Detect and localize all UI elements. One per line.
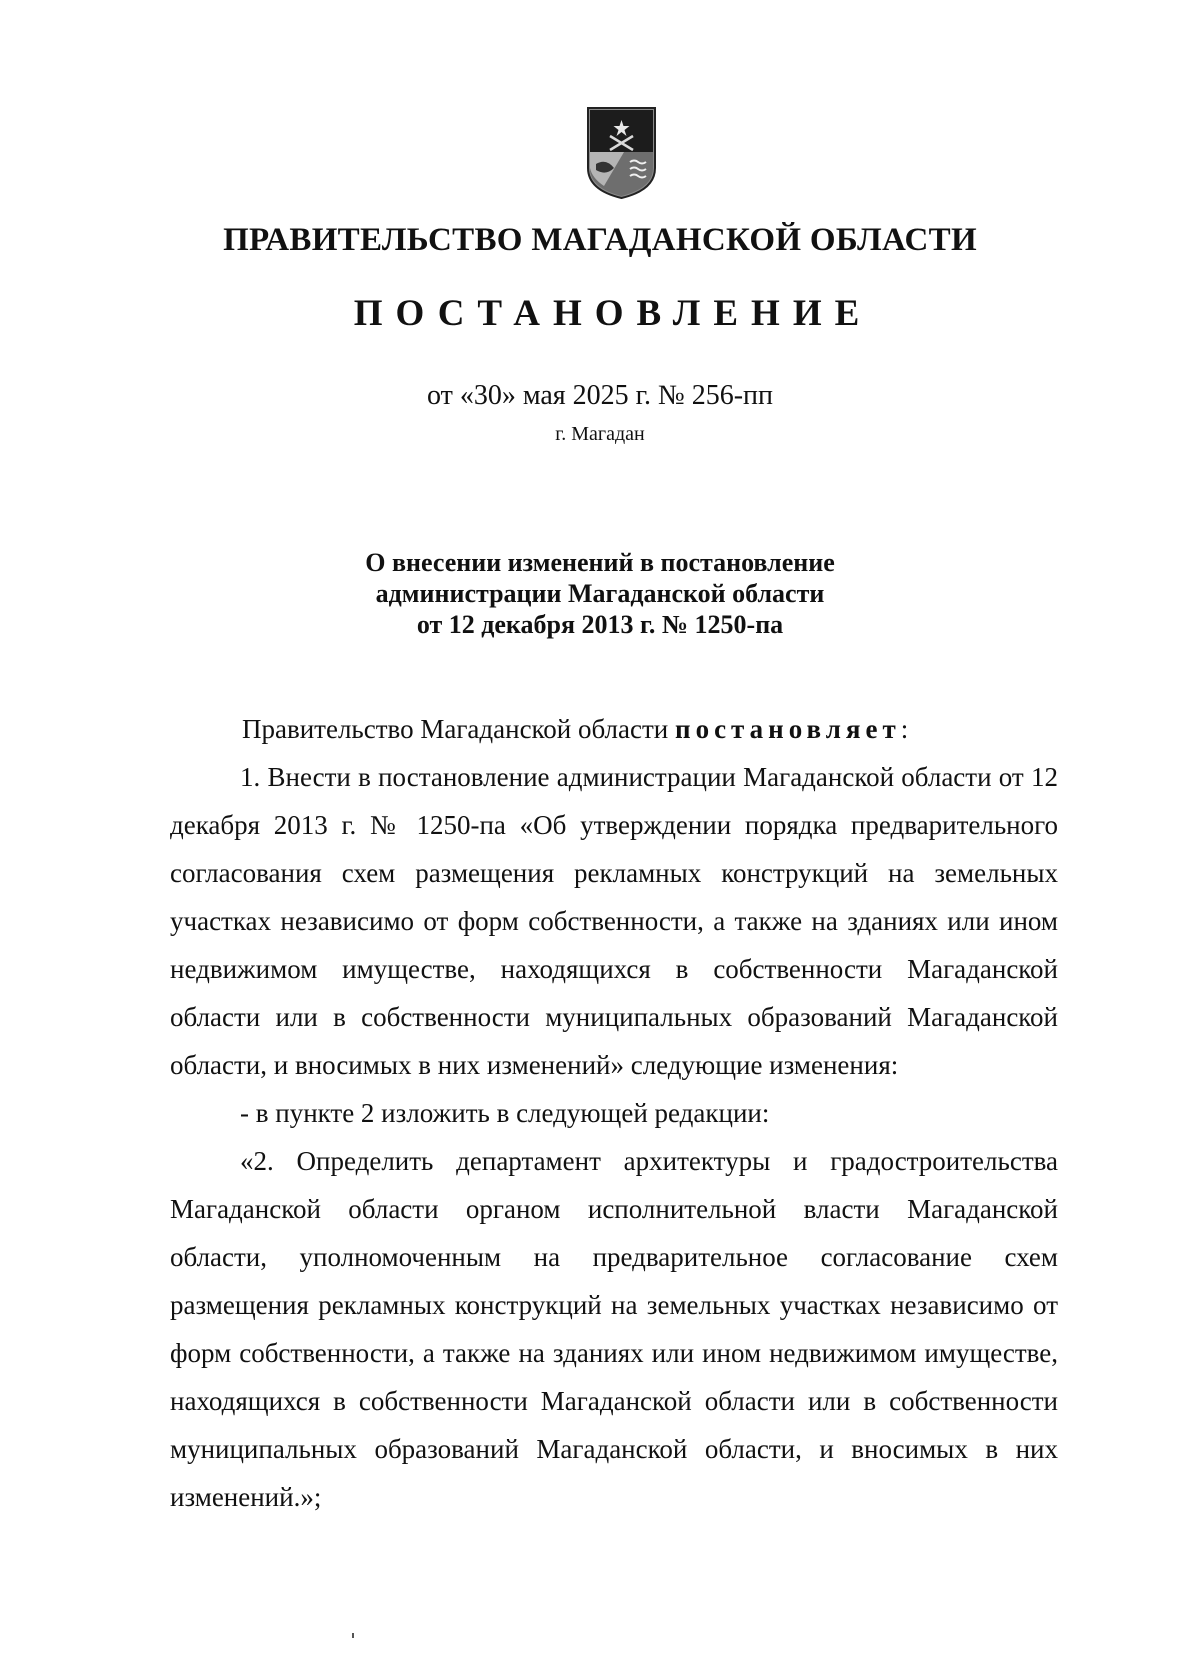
document-city: г. Магадан bbox=[555, 423, 645, 445]
body-paragraph: - в пункте 2 изложить в следующей редакции: bbox=[240, 1098, 770, 1128]
intro-paragraph bbox=[170, 705, 1058, 753]
subject-line: О внесении изменений в постановление bbox=[365, 548, 835, 577]
document-subject bbox=[0, 547, 1200, 640]
intro-verb: постановляет bbox=[675, 714, 901, 744]
subject-line: от 12 декабря 2013 г. № 1250-па bbox=[416, 610, 784, 639]
coat-of-arms-icon bbox=[584, 106, 659, 200]
subject-line: администрации Магаданской области bbox=[375, 579, 825, 608]
document-body bbox=[170, 705, 1058, 1521]
document-date-number: от «30» мая 2025 г. № 256-пп bbox=[426, 380, 774, 411]
intro-lead: Правительство Магаданской области bbox=[242, 714, 676, 744]
document-type-heading: ПОСТАНОВЛЕНИЕ bbox=[353, 293, 873, 334]
intro-tail: : bbox=[900, 714, 909, 744]
organization-title: ПРАВИТЕЛЬСТВО МАГАДАНСКОЙ ОБЛАСТИ bbox=[223, 222, 977, 258]
scan-artifact bbox=[352, 1633, 354, 1638]
body-paragraph: «2. Определить департамент архитектуры и градостроительства Магаданской области органом исполнительной власти Магаданской области, уполномоченным на предварительное согласование схем размещения рекламных конструкций на земельных участках независимо от форм собственности, а также на зданиях или ином недвижимом имуществе, находящихся в собственности Магаданской области или в собственности муниципальных образований Магаданской области, и вносимых в них изменений.»; bbox=[170, 1146, 1058, 1512]
body-paragraph: 1. Внести в постановление администрации Магаданской области от 12 декабря 2013 г. № 1250-па «Об утверждении порядка предварительного согласования схем размещения рекламных конструкций на земельных участках независимо от форм собственности, а также на зданиях или ином недвижимом имуществе, находящихся в собственности Магаданской области или в собственности муниципальных образований Магаданской области, и вносимых в них изменений» следующие изменения: bbox=[170, 762, 1058, 1080]
